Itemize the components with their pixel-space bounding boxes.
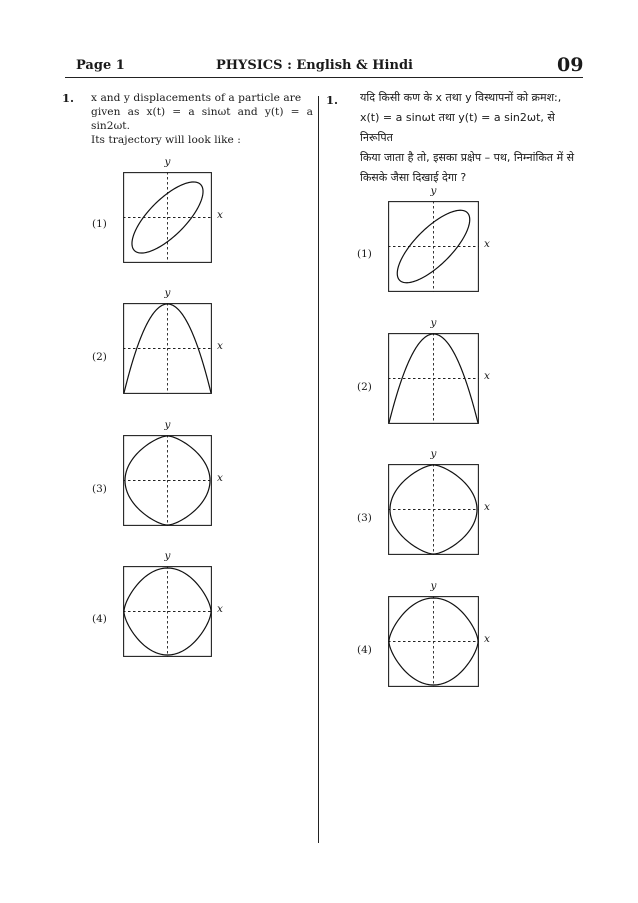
y-axis-label: y (164, 156, 171, 168)
trajectory-figure-inverted-parabola (123, 303, 212, 394)
question-line: x(t) = a sinωt तथा y(t) = a sin2ωt, से निरूपित (360, 111, 555, 144)
question-line: Its trajectory will look like : (91, 134, 241, 146)
x-axis-label: x (484, 369, 490, 382)
option-label: (2) (92, 351, 107, 363)
y-axis-label: y (430, 448, 437, 460)
x-axis-label: x (484, 632, 490, 645)
x-axis-label: x (217, 602, 223, 615)
trajectory-figure-tilted-ellipse (388, 201, 479, 292)
page-label: Page 1 (76, 58, 125, 73)
trajectory-figure-inverted-parabola (388, 333, 479, 424)
x-axis-label: x (217, 208, 223, 221)
option-label: (4) (357, 644, 372, 656)
column-divider (318, 96, 319, 843)
trajectory-figure-horizontal-figure-eight (123, 566, 212, 657)
option-label: (3) (92, 483, 107, 495)
trajectory-figure-vertical-figure-eight (388, 464, 479, 555)
y-axis-label: y (430, 317, 437, 329)
question-line: given as x(t) = a sinωt and y(t) = a sin2ωt. (91, 106, 313, 132)
header-rule (65, 77, 583, 78)
paper-number: 09 (557, 54, 584, 76)
x-axis-label: x (484, 500, 490, 513)
option-label: (3) (357, 512, 372, 524)
y-axis-label: y (430, 185, 437, 197)
question-line: किसके जैसा दिखाई देगा ? (360, 171, 467, 184)
question-text-hindi (360, 88, 590, 188)
option-label: (2) (357, 381, 372, 393)
y-axis-label: y (430, 580, 437, 592)
trajectory-figure-tilted-ellipse (123, 172, 212, 263)
question-line: यदि किसी कण के x तथा y विस्थापनों को क्रमश:, (360, 91, 562, 104)
option-label: (1) (92, 218, 107, 230)
x-axis-label: x (217, 471, 223, 484)
trajectory-figure-vertical-figure-eight (123, 435, 212, 526)
question-number-english: 1. (62, 91, 75, 105)
y-axis-label: y (164, 419, 171, 431)
x-axis-label: x (217, 339, 223, 352)
question-number-hindi: 1. (326, 93, 339, 107)
y-axis-label: y (164, 550, 171, 562)
question-text-english (91, 91, 313, 147)
question-line: किया जाता है तो, इसका प्रक्षेप – पथ, निम्नांकित में से (360, 151, 575, 164)
option-label: (4) (92, 613, 107, 625)
trajectory-figure-horizontal-figure-eight (388, 596, 479, 687)
option-label: (1) (357, 248, 372, 260)
question-line: x and y displacements of a particle are (91, 92, 302, 104)
subject-title: PHYSICS : English & Hindi (216, 58, 413, 73)
x-axis-label: x (484, 237, 490, 250)
y-axis-label: y (164, 287, 171, 299)
